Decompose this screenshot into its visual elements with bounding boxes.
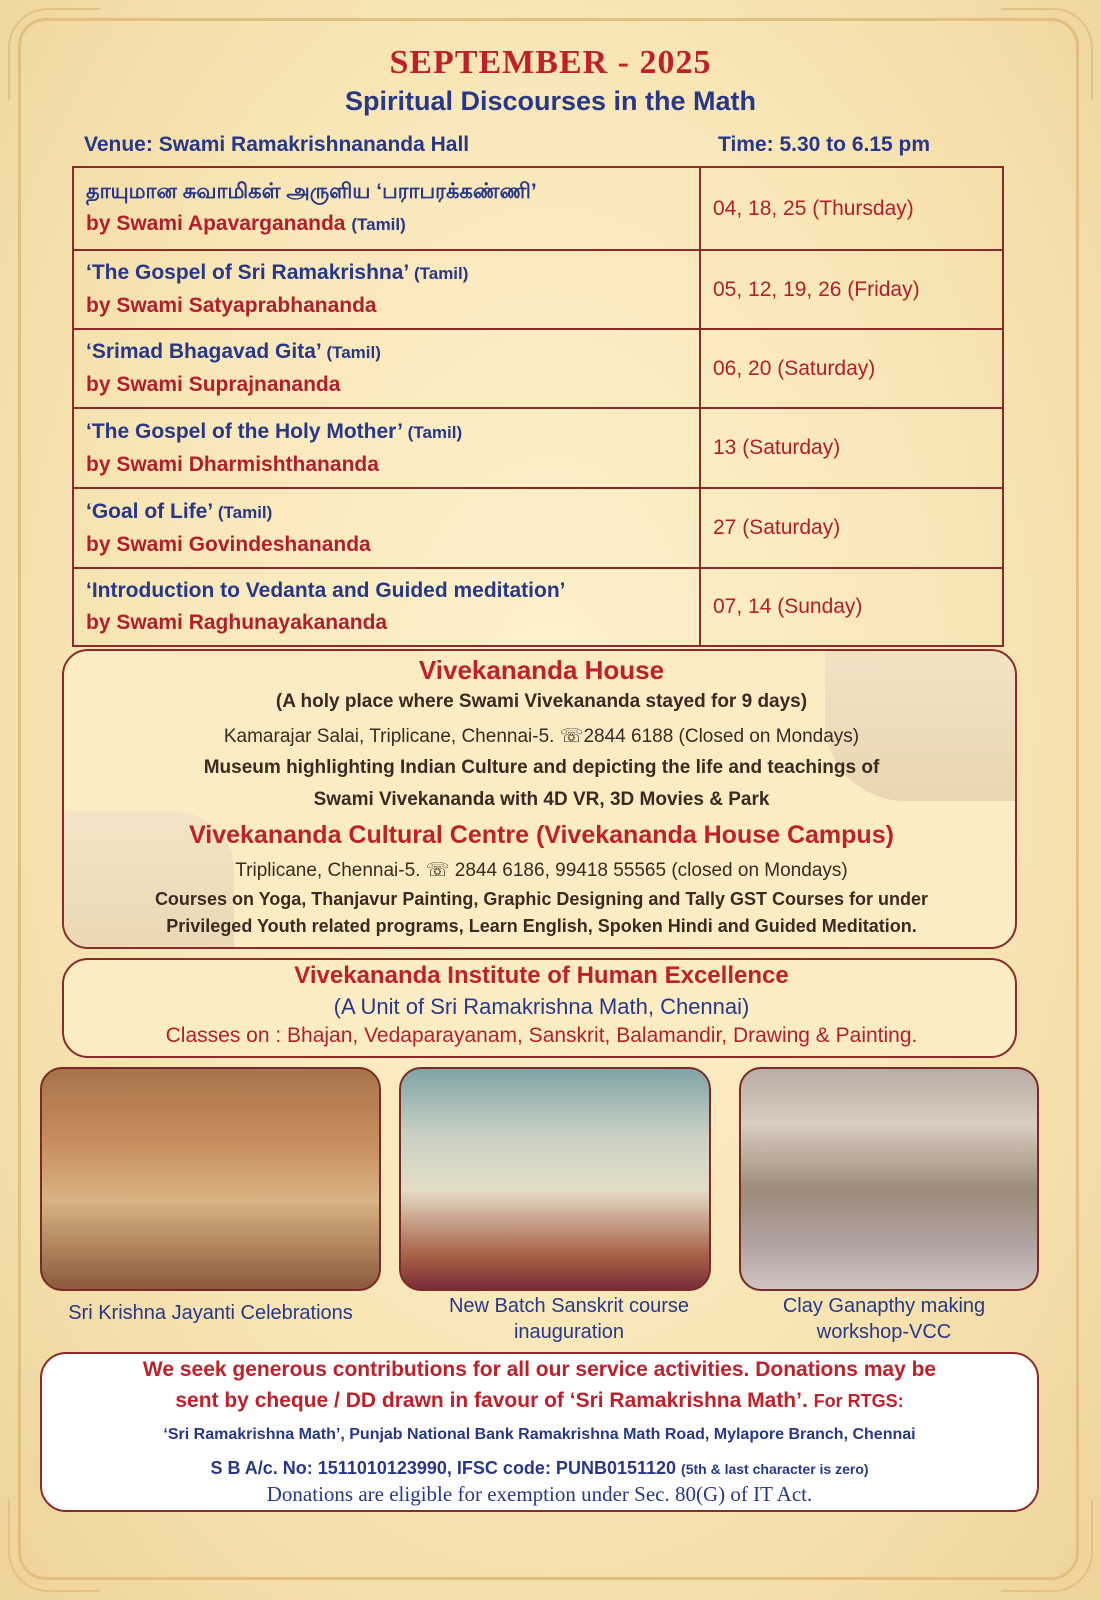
discourse-speaker [86,529,687,561]
topic-text: ‘Introduction to Vedanta and Guided meditation’ [86,579,566,602]
discourse-dates: 27 (Saturday) [700,488,1003,568]
sanskrit-course-photo [399,1067,711,1291]
language-tag: (Tamil) [413,264,469,283]
discourse-dates: 04, 18, 25 (Thursday) [700,167,1003,250]
account-note: (5th & last character is zero) [681,1461,869,1477]
institute-panel [62,958,1017,1058]
table-row [73,167,1003,250]
vivekananda-house-panel [62,649,1017,949]
discourse-cell [73,488,700,568]
museum-description: Swami Vivekananda with 4D VR, 3D Movies & Park [313,789,770,810]
discourse-topic [86,575,687,607]
cultural-centre-courses: Courses on Yoga, Thanjavur Painting, Graphic Designing and Tally GST Courses for under [154,889,929,909]
discourse-dates: 05, 12, 19, 26 (Friday) [700,250,1003,329]
discourse-topic [86,257,687,290]
table-row [73,568,1003,646]
rtgs-label: For RTGS: [813,1391,904,1411]
discourse-schedule-table [72,166,1004,647]
page-title: SEPTEMBER - 2025 [389,44,712,81]
caption-text: Clay Ganapthy making [782,1295,986,1317]
corner-ornament [1001,1500,1093,1592]
vivekananda-house-title: Vivekananda House [418,655,665,685]
speaker-text: by Swami Dharmishthananda [86,452,379,476]
speaker-text: by Swami Satyaprabhananda [86,294,377,317]
caption-text: workshop-VCC [816,1321,952,1343]
donation-text: sent by cheque / DD drawn in favour of ‘Sri Ramakrishna Math’. [175,1389,808,1412]
discourse-speaker [86,369,687,401]
discourse-speaker [86,607,687,639]
cultural-centre-address: Triplicane, Chennai-5. ☏ 2844 6186, 99418 55565 (closed on Mondays) [235,860,848,881]
topic-text: ‘The Gospel of the Holy Mother’ [86,419,402,443]
discourse-cell [73,250,700,329]
discourse-speaker [86,290,687,322]
donation-line: We seek generous contributions for all our service activities. Donations may be [142,1358,937,1381]
institute-title: Vivekananda Institute of Human Excellence [294,962,789,989]
discourse-speaker [86,449,687,481]
table-row [73,250,1003,329]
language-tag: (Tamil) [326,343,381,362]
account-details [42,1458,1037,1479]
tax-exemption-note: Donations are eligible for exemption under Sec. 80(G) of IT Act. [266,1482,813,1506]
krishna-jayanti-photo [40,1067,381,1291]
speaker-text: by Swami Raghunayakananda [86,611,388,634]
language-tag: (Tamil) [217,502,273,522]
language-tag: (Tamil) [407,422,463,442]
discourse-cell [73,568,700,646]
discourse-topic [86,336,687,369]
table-row [73,329,1003,408]
cultural-centre-title: Vivekananda Cultural Centre (Vivekananda House Campus) [189,821,894,849]
photo-caption [399,1293,739,1345]
donation-appeal-panel [40,1352,1039,1512]
discourse-topic [86,416,687,449]
discourse-dates: 13 (Saturday) [700,408,1003,488]
speaker-text: by Swami Govindeshananda [86,532,371,556]
vivekananda-house-address: Kamarajar Salai, Triplicane, Chennai-5. ☏2844 6188 (Closed on Mondays) [223,726,860,747]
topic-text: தாயுமான சுவாமிகள் அருளிய ‘பராபரக்கண்ணி’ [86,180,537,203]
discourse-cell [73,167,700,250]
time-label: Time: 5.30 to 6.15 pm [718,133,931,156]
topic-text: ‘Goal of Life’ [86,499,213,523]
photo-caption [739,1293,1029,1345]
page-subtitle: Spiritual Discourses in the Math [344,86,757,116]
discourse-topic [86,496,687,529]
speaker-text: by Swami Apavargananda [86,212,346,235]
venue-label: Venue: Swami Ramakrishnananda Hall [84,133,470,156]
discourse-dates: 07, 14 (Sunday) [700,568,1003,646]
account-text: S B A/c. No: 1511010123990, IFSC code: PUNB0151120 [210,1458,677,1478]
table-row [73,488,1003,568]
photo-caption [40,1300,381,1326]
museum-description: Museum highlighting Indian Culture and depicting the life and teachings of [203,757,880,778]
discourse-cell [73,408,700,488]
caption-text: inauguration [513,1321,625,1343]
donation-line [42,1389,1037,1413]
caption-text: Sri Krishna Jayanti Celebrations [68,1302,353,1324]
bank-details: ‘Sri Ramakrishna Math’, Punjab National Bank Ramakrishna Math Road, Mylapore Branch, Chennai [163,1426,916,1443]
institute-classes: Classes on : Bhajan, Vedaparayanam, Sanskrit, Balamandir, Drawing & Painting. [165,1024,918,1047]
institute-unit: (A Unit of Sri Ramakrishna Math, Chennai) [333,994,750,1019]
discourse-speaker [86,208,687,241]
language-tag: (Tamil) [351,215,406,234]
topic-text: ‘The Gospel of Sri Ramakrishna’ [86,261,409,284]
clay-ganapathy-photo [739,1067,1039,1291]
caption-text: New Batch Sanskrit course [448,1295,690,1317]
table-row [73,408,1003,488]
discourse-topic [86,176,687,208]
vivekananda-house-tagline: (A holy place where Swami Vivekananda stayed for 9 days) [275,691,808,712]
topic-text: ‘Srimad Bhagavad Gita’ [86,340,321,363]
corner-ornament [8,1500,100,1592]
discourse-dates: 06, 20 (Saturday) [700,329,1003,408]
discourse-cell [73,329,700,408]
speaker-text: by Swami Suprajnananda [86,373,341,396]
cultural-centre-courses: Privileged Youth related programs, Learn English, Spoken Hindi and Guided Meditation. [166,916,917,936]
